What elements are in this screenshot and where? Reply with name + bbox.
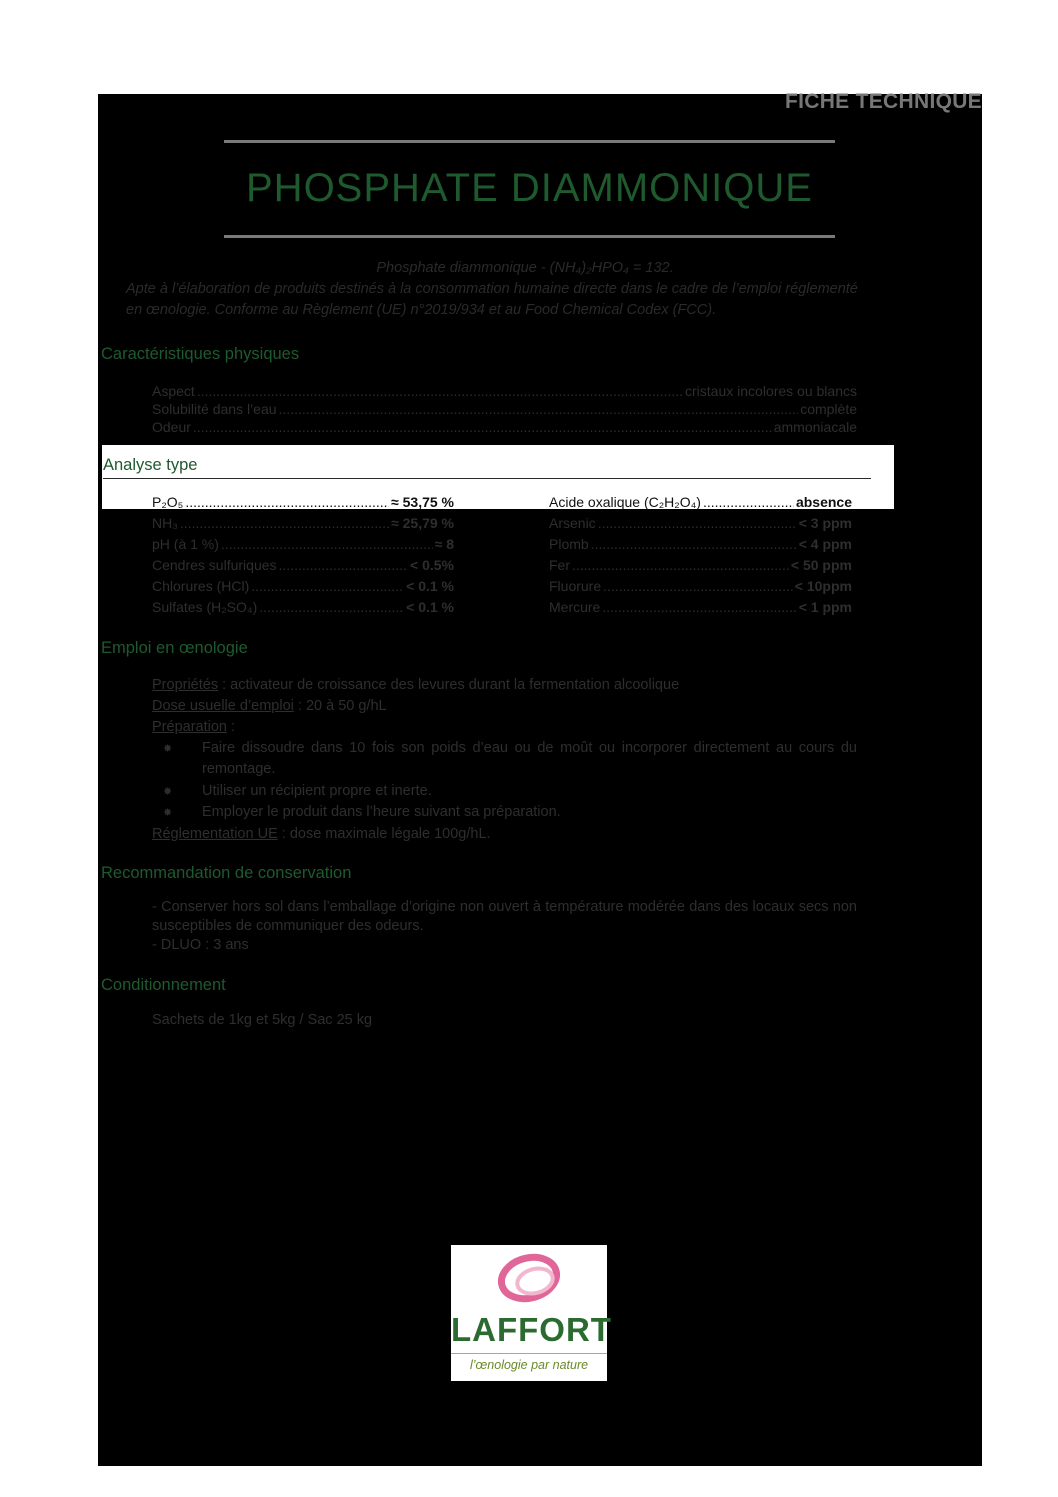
analyse-value: absence: [795, 494, 852, 510]
preparation-step: Employer le produit dans l’heure suivant sa préparation.: [202, 804, 561, 820]
bullet-icon: ✸: [163, 743, 173, 755]
analyse-label: pH (à 1 %): [152, 536, 219, 552]
spec-label: Odeur: [152, 419, 191, 435]
logo-tagline: l’œnologie par nature: [469, 1358, 589, 1372]
section-heading-emploi: Emploi en œnologie: [101, 639, 248, 657]
analyse-value: < 0.1 %: [406, 578, 454, 594]
analyse-row-acide-oxalique: [549, 494, 852, 510]
analyse-label: Fluorure: [549, 578, 602, 594]
proprietes-text: : activateur de croissance des levures durant la fermentation alcoolique: [218, 677, 680, 693]
section-heading-analyse: Analyse type: [103, 456, 198, 474]
section-heading-conservation: Recommandation de conservation: [101, 864, 352, 882]
analyse-label: Chlorures (HCl): [152, 578, 250, 594]
analyse-row-p2o5: [152, 494, 454, 510]
analyse-value: < 4 ppm: [798, 536, 852, 552]
intro-line-2: Apte à l’élaboration de produits destinés à la consommation humaine directe dans le cadre de l’emploi réglementé: [126, 281, 858, 297]
analyse-underline: [103, 478, 871, 479]
analyse-value: < 1 ppm: [798, 599, 852, 615]
dluo-text: - DLUO : 3 ans: [152, 937, 249, 953]
formula-line: Phosphate diammonique - (NH₄)₂HPO₄ = 132.: [376, 260, 674, 276]
leader-dots: [193, 419, 772, 435]
logo-wordmark: LAFFORT: [451, 1311, 612, 1348]
leader-dots: [259, 599, 404, 615]
analyse-label: Arsenic: [549, 515, 596, 531]
analyse-row-ph: [152, 536, 454, 552]
analyse-row-nh3: [152, 515, 454, 531]
proprietes-line: [152, 675, 679, 696]
leader-dots: [251, 578, 404, 594]
section-heading-conditionnement: Conditionnement: [101, 976, 226, 994]
analyse-label: Acide oxalique (C₂H₂O₄): [549, 494, 701, 510]
analyse-row-arsenic: [549, 515, 852, 531]
preparation-step: Utiliser un récipient propre et inerte.: [202, 783, 432, 799]
intro-line-3: en œnologie. Conforme au Règlement (UE) n°2019/934 et au Food Chemical Codex (FCC).: [126, 302, 717, 318]
analyse-value: ≈ 25,79 %: [391, 515, 454, 531]
reglementation-label: Réglementation UE: [152, 826, 278, 842]
analyse-row-chlorures: [152, 578, 454, 594]
analyse-label: P₂O₅: [152, 494, 184, 510]
spec-label: Solubilité dans l’eau: [152, 401, 277, 417]
leader-dots: [598, 515, 797, 531]
analyse-label: NH₃: [152, 515, 178, 531]
leader-dots: [279, 401, 799, 417]
analyse-value: < 3 ppm: [798, 515, 852, 531]
preparation-step: Faire dissoudre dans 10 fois son poids d’eau ou de moût ou incorporer directement au cours du remontage.: [202, 740, 857, 777]
spec-row-aspect: [152, 383, 857, 399]
analyse-value: ≈ 8: [434, 536, 454, 552]
analyse-row-sulfates: [152, 599, 454, 615]
title-bottom-rule: [224, 235, 835, 238]
preparation-line: [152, 717, 235, 738]
analyse-label: Plomb: [549, 536, 589, 552]
leader-dots: [197, 383, 683, 399]
bullet-icon: ✸: [163, 786, 173, 798]
leader-dots: [185, 494, 389, 510]
analyse-label: Mercure: [549, 599, 601, 615]
dose-label: Dose usuelle d’emploi: [152, 698, 294, 714]
product-title: PHOSPHATE DIAMMONIQUE: [246, 166, 813, 210]
leader-dots: [602, 599, 796, 615]
logo-divider: [451, 1353, 607, 1354]
spec-value: cristaux incolores ou blancs: [685, 383, 857, 399]
reglementation-text: : dose maximale légale 100g/hL.: [277, 826, 491, 842]
document-type-label: FICHE TECHNIQUE: [784, 90, 982, 113]
preparation-text: :: [226, 719, 236, 735]
analyse-row-fluorure: [549, 578, 852, 594]
logo-rings-icon: [451, 1245, 607, 1311]
leader-dots: [591, 536, 797, 552]
spec-label: Aspect: [152, 383, 195, 399]
dose-text: : 20 à 50 g/hL: [293, 698, 387, 714]
product-intro: [120, 258, 930, 321]
analyse-label: Fer: [549, 557, 570, 573]
analyse-value: ≈ 53,75 %: [391, 494, 454, 510]
analyse-value: < 50 ppm: [790, 557, 852, 573]
leader-dots: [572, 557, 789, 573]
analyse-label: Sulfates (H₂SO₄): [152, 599, 258, 615]
conservation-text: - Conserver hors sol dans l’emballage d’origine non ouvert à température modérée dans des locaux secs non susceptibles de communiquer des odeurs.: [152, 899, 857, 934]
spec-value: complète: [800, 401, 857, 417]
analyse-value: < 0.5%: [410, 557, 454, 573]
bullet-icon: ✸: [163, 807, 173, 819]
proprietes-label: Propriétés: [152, 677, 219, 693]
title-top-rule: [224, 140, 835, 143]
analyse-value: < 0.1 %: [406, 599, 454, 615]
analyse-value: < 10ppm: [794, 578, 852, 594]
section-heading-physique: Caractéristiques physiques: [101, 345, 300, 363]
leader-dots: [279, 557, 409, 573]
dose-line: [152, 696, 387, 717]
reglementation-line: [152, 824, 491, 845]
leader-dots: [603, 578, 793, 594]
conditionnement-text: Sachets de 1kg et 5kg / Sac 25 kg: [152, 1012, 373, 1028]
analyse-row-fer: [549, 557, 852, 573]
spec-row-odeur: [152, 419, 857, 435]
leader-dots: [703, 494, 794, 510]
analyse-row-plomb: [549, 536, 852, 552]
laffort-logo: [451, 1245, 612, 1381]
analyse-label: Cendres sulfuriques: [152, 557, 277, 573]
analyse-row-cendres: [152, 557, 454, 573]
leader-dots: [180, 515, 389, 531]
preparation-label: Préparation: [152, 719, 227, 735]
analyse-row-mercure: [549, 599, 852, 615]
spec-row-solubilite: [152, 401, 857, 417]
leader-dots: [221, 536, 433, 552]
spec-value: ammoniacale: [773, 419, 857, 435]
